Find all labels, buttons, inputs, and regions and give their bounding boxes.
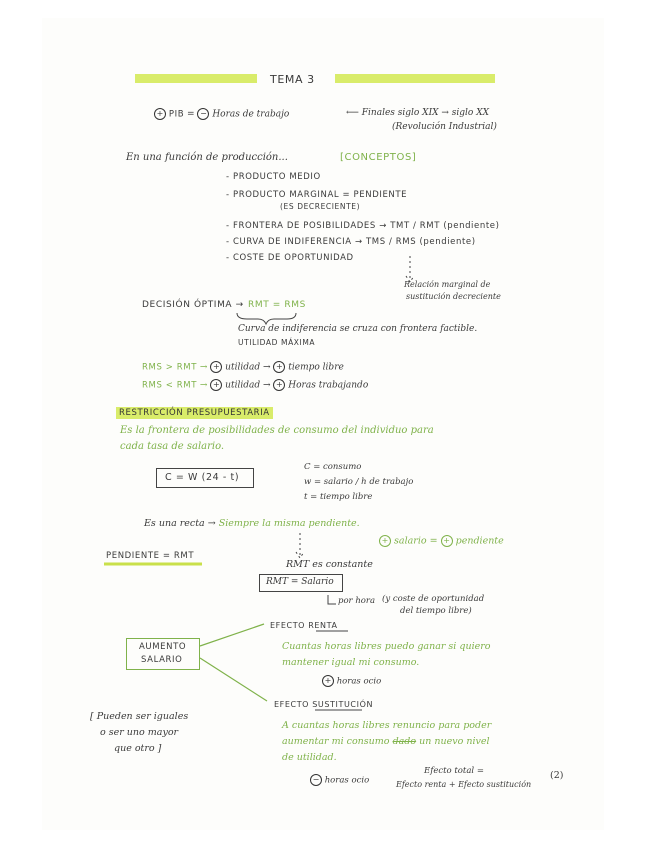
- coste-oportunidad-1: (y coste de oportunidad: [382, 594, 485, 604]
- minus-circle-icon: −: [310, 774, 322, 786]
- restriccion-desc-1: Es la frontera de posibilidades de consumo del individuo para: [120, 425, 434, 436]
- renta-line-1: Cuantas horas libres puedo ganar si quiero: [282, 641, 491, 652]
- renta-line-2: mantener igual mi consumo.: [282, 657, 420, 668]
- plus-circle-icon: +: [379, 535, 391, 547]
- minus-circle-icon: −: [197, 108, 209, 120]
- decision-optima-label: DECISIÓN ÓPTIMA →: [142, 300, 244, 310]
- recta-line: Es una recta → Siempre la misma pendiente.: [144, 518, 360, 529]
- rms-line-less: RMS < RMT → + utilidad → + Horas trabajando: [142, 380, 369, 391]
- sustitucion-horas-ocio: − horas ocio: [310, 774, 369, 786]
- plus-circle-icon: +: [273, 361, 285, 373]
- concept-coste: - COSTE DE OPORTUNIDAD: [226, 253, 354, 263]
- var-consumo: C = consumo: [304, 462, 362, 472]
- iguales-line-3: que otro ]: [114, 743, 162, 754]
- iguales-line-2: o ser uno mayor: [100, 727, 179, 738]
- header-highlight-left: [135, 74, 257, 83]
- efecto-sustitucion-title: EFECTO SUSTITUCIÓN: [274, 700, 374, 709]
- restriccion-desc-2: cada tasa de salario.: [120, 441, 225, 452]
- relacion-marginal-2: sustitución decreciente: [406, 292, 501, 301]
- notebook-page: [42, 18, 604, 830]
- efecto-total-2: Efecto renta + Efecto sustitución: [396, 780, 532, 789]
- page-title: TEMA 3: [270, 73, 315, 86]
- iguales-line-1: [ Pueden ser iguales: [90, 711, 189, 722]
- efecto-renta-title: EFECTO RENTA: [270, 621, 338, 630]
- restriccion-title: RESTRICCIÓN PRESUPUESTARIA: [116, 407, 273, 419]
- var-salario: w = salario / h de trabajo: [304, 477, 414, 487]
- rms-line-greater: RMS > RMT → + utilidad → + tiempo libre: [142, 362, 344, 373]
- budget-formula: C = W (24 - t): [165, 472, 240, 483]
- var-tiempo: t = tiempo libre: [304, 492, 373, 502]
- rmt-salario: RMT = Salario: [266, 577, 334, 587]
- aumento-salario-box: [126, 638, 200, 670]
- sustitucion-line-1: A cuantas horas libres renuncio para poder: [282, 720, 492, 731]
- sustitucion-line-2: aumentar mi consumo dado un nuevo nivel: [282, 736, 490, 747]
- finales-siglo: ⟵ Finales siglo XIX → siglo XX: [346, 108, 490, 118]
- page-number: (2): [550, 770, 564, 781]
- plus-circle-icon: +: [210, 379, 222, 391]
- funcion-intro: En una función de producción...: [126, 152, 288, 163]
- plus-circle-icon: +: [210, 361, 222, 373]
- renta-horas-ocio: + horas ocio: [322, 675, 381, 687]
- concept-producto-medio: - PRODUCTO MEDIO: [226, 172, 321, 182]
- efecto-total-1: Efecto total =: [424, 766, 484, 776]
- sustitucion-line-3: de utilidad.: [282, 752, 337, 763]
- formula-box: [156, 468, 254, 488]
- concept-curva: - CURVA DE INDIFERENCIA → TMS / RMS (pendiente): [226, 237, 476, 247]
- relacion-marginal-1: Relación marginal de: [404, 280, 491, 289]
- header-highlight-right: [335, 74, 495, 83]
- rmt-constante: RMT es constante: [286, 559, 373, 570]
- por-hora: por hora: [338, 596, 376, 606]
- concept-decreciente: (ES DECRECIENTE): [280, 202, 361, 211]
- salario-label: SALARIO: [141, 655, 183, 665]
- rmt-box: [259, 574, 343, 592]
- pib-line: + PIB = − Horas de trabajo: [154, 108, 289, 120]
- left-arrow-icon: ⟵: [346, 108, 359, 118]
- coste-oportunidad-2: del tiempo libre): [400, 606, 472, 616]
- pendiente-rmt: PENDIENTE = RMT: [106, 551, 195, 561]
- plus-circle-icon: +: [441, 535, 453, 547]
- aumento-label: AUMENTO: [139, 642, 187, 652]
- concept-producto-marginal: - PRODUCTO MARGINAL = PENDIENTE: [226, 190, 408, 200]
- conceptos-label: [CONCEPTOS]: [340, 152, 417, 163]
- decision-formula: RMT = RMS: [248, 300, 306, 310]
- plus-circle-icon: +: [322, 675, 334, 687]
- concept-frontera: - FRONTERA DE POSIBILIDADES → TMT / RMT (pendiente): [226, 221, 500, 231]
- decision-note: Curva de indiferencia se cruza con frontera factible.: [238, 324, 478, 334]
- revolucion-industrial: (Revolución Industrial): [392, 122, 497, 132]
- plus-circle-icon: +: [154, 108, 166, 120]
- salario-pendiente: + salario = + pendiente: [379, 535, 504, 547]
- plus-circle-icon: +: [273, 379, 285, 391]
- utilidad-maxima: UTILIDAD MÁXIMA: [238, 338, 316, 347]
